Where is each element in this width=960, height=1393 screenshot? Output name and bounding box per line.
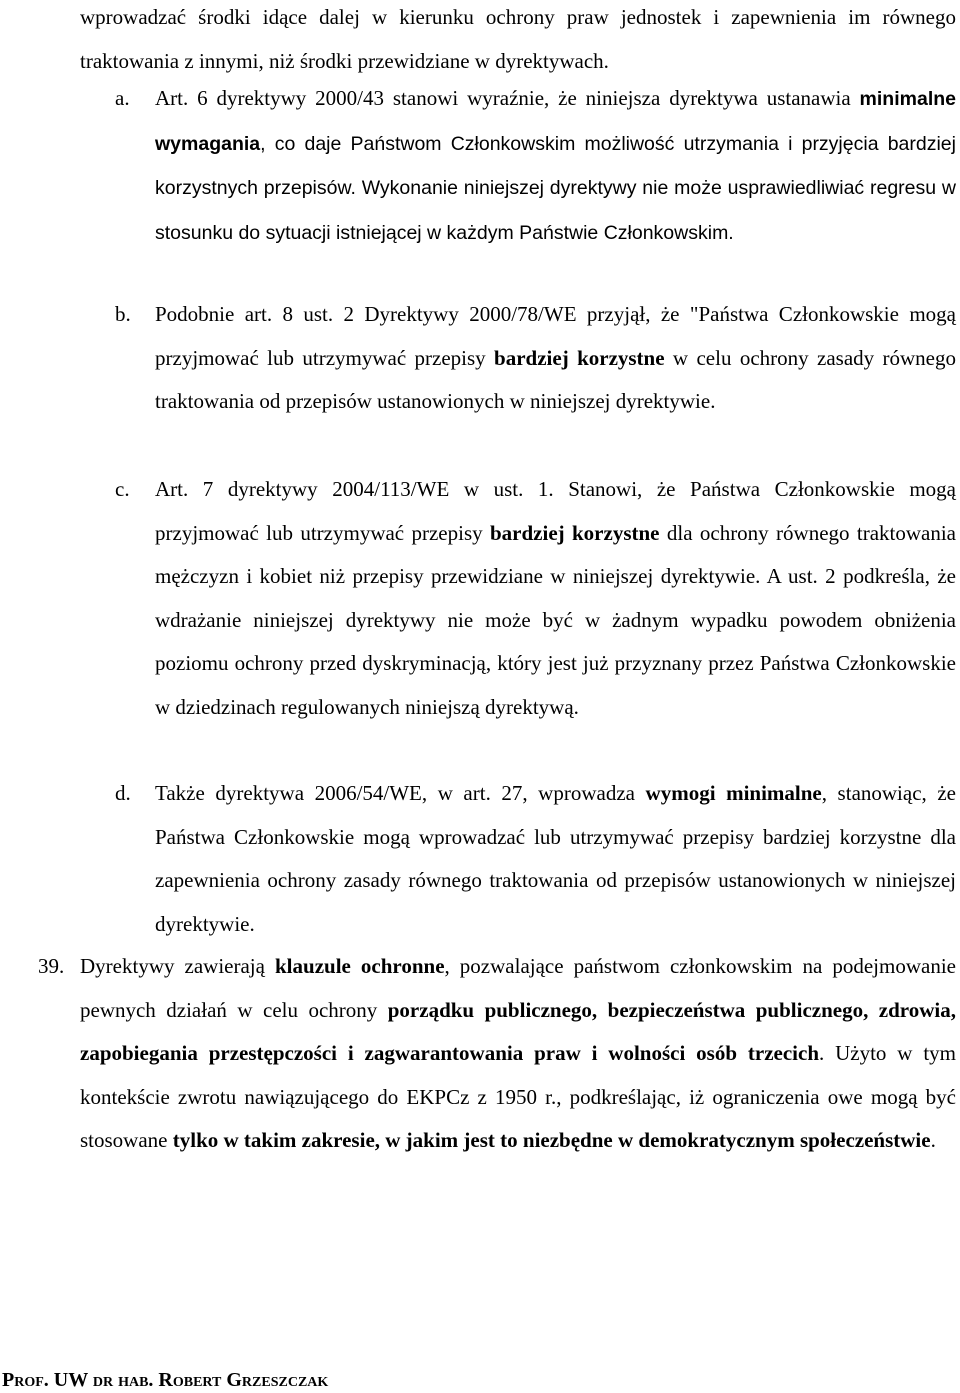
footer-text: Prof. UW dr hab. Robert Grzeszczak (2, 1369, 329, 1391)
text-segment: Dyrektywy zawierają (80, 954, 275, 978)
bold-text-segment: klauzule ochronne (275, 954, 445, 978)
text-segment: , co daje Państwom Członkowskim możliwość utrzymania i przyjęcia bardziej korzystnych przepisów. Wykonanie niniejszej dyrektywy nie może usprawiedliwiać regresu w stosunku do sytuacji istniejącej w każdym Państwie Członkowskim. (155, 132, 956, 244)
list-marker: b. (115, 302, 131, 326)
intro-paragraph: wprowadzać środki idące dalej w kierunku ochrony praw jednostek i zapewnienia im równego traktowania z innymi, niż środki przewidziane w dyrektywach. (80, 5, 956, 73)
numbered-paragraph-39 (38, 945, 956, 1163)
text-segment: . (930, 1128, 936, 1153)
bold-text-segment: tylko w takim zakresie, w jakim jest to niezbędne w demokratycznym społeczeństwie (172, 1128, 931, 1153)
bold-text-segment: bardziej korzystne (490, 520, 660, 545)
list-item-a (115, 77, 956, 255)
list-item-b (115, 293, 956, 424)
text-segment: Art. 7 dyrektywy 2004/113/WE w ust. 1. Stanowi, że Państwa Członkowskie mogą przyjmować lub utrzymywać przepisy (155, 477, 956, 545)
paragraph-number: 39. (38, 954, 65, 978)
list-item-c (115, 468, 957, 730)
text-segment: Podobnie art. 8 ust. 2 Dyrektywy 2000/78/WE przyjął, że "Państwa Członkowskie mogą przyjmować lub utrzymywać przepisy (155, 302, 956, 370)
text-segment: , stanowiąc, że Państwa Członkowskie mogą wprowadzać lub utrzymywać przepisy bardziej korzystne dla zapewnienia ochrony zasady równego traktowania od przepisów ustanowionych w niniejszej dyrektywie. (155, 781, 956, 936)
bold-text-segment: bardziej korzystne (494, 345, 665, 370)
text-segment: . Użyto w tym kontekście zwrotu nawiązującego do EKPCz z 1950 r., podkreślając, iż ograniczenia owe mogą być stosowane (80, 1041, 956, 1153)
page-footer-author (2, 1367, 328, 1393)
text-segment: Także dyrektywa 2006/54/WE, w art. 27, wprowadza (155, 781, 646, 805)
list-marker: d. (115, 781, 131, 805)
text-segment: dla ochrony równego traktowania mężczyzn i kobiet niż przepisy przewidziane w niniejszej dyrektywie. A ust. 2 podkreśla, że wdrażanie niniejszej dyrektywy nie może być w żadnym wypadku powodem obniżenia poziomu ochrony przed dyskryminacją, który jest już przyznany przez Państwa Członkowskie w dziedzinach regulowanych niniejszą dyrektywą. (155, 520, 957, 719)
list-item-d (115, 772, 956, 946)
list-marker: c. (115, 477, 130, 501)
bold-text-segment: minimalne wymagania (155, 88, 956, 155)
text-segment: , pozwalające państwom członkowskim na podejmowanie pewnych działań w celu ochrony (80, 954, 956, 1022)
text-segment: w celu ochrony zasady równego traktowania od przepisów ustanowionych w niniejszej dyrektywie. (155, 345, 956, 414)
text-segment: Art. 6 dyrektywy 2000/43 stanowi wyraźnie, że niniejsza dyrektywa ustanawia (155, 86, 860, 110)
list-marker: a. (115, 86, 130, 110)
bold-text-segment: porządku publicznego, bezpieczeństwa publicznego, zdrowia, zapobiegania przestępczości i zagwarantowania praw i wolności osób trzecich (80, 997, 956, 1066)
bold-text-segment: wymogi minimalne (645, 781, 822, 805)
